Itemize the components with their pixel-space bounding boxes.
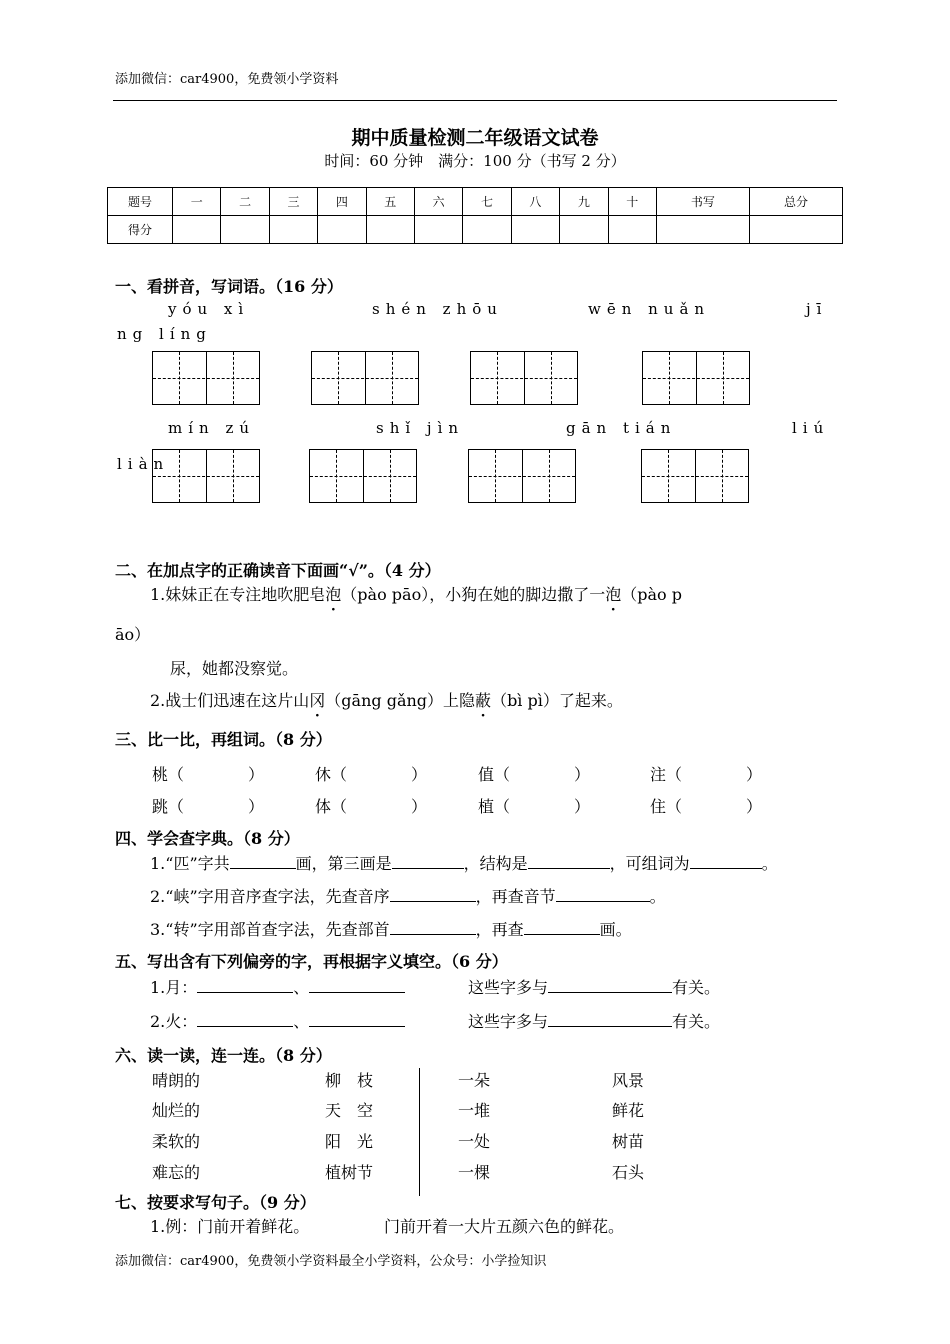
writing-grid[interactable]: [641, 449, 749, 503]
section-2-heading: 二、在加点字的正确读音下面画“√”。（4 分）: [115, 561, 441, 580]
column-divider: [419, 1068, 420, 1196]
score-cell: 七: [463, 188, 511, 216]
answer-blank[interactable]: [548, 976, 672, 993]
dotted-char: 泡: [605, 585, 622, 604]
compare-item[interactable]: 桃（ ）: [152, 765, 265, 784]
question-5-2-tail: 这些字多与 有关。: [468, 1012, 721, 1031]
pinyin: wēn nuǎn: [588, 300, 711, 318]
score-table-header-row: [108, 188, 843, 216]
score-table: [107, 187, 843, 244]
question-2-1: 1.妹妹正在专注地吹肥皂泡（pào pāo），小狗在她的脚边撒了一泡（pào p: [150, 585, 682, 604]
score-input-cell[interactable]: [608, 216, 656, 244]
dotted-char: 蔽: [475, 691, 492, 710]
question-5-1-tail: 这些字多与 有关。: [468, 978, 721, 997]
dotted-char: 泡: [325, 585, 342, 604]
footer-note: 添加微信：car4900，免费领小学资料最全小学资料，公众号：小学捡知识: [115, 1254, 547, 1269]
pinyin: liàn: [117, 455, 170, 473]
question-4-2: 2.“峡”字用音序查字法，先查音序 ，再查音节 。: [150, 887, 666, 906]
example-sentence: 1.例：门前开着鲜花。: [150, 1217, 310, 1236]
compare-item[interactable]: 体（ ）: [315, 797, 428, 816]
score-input-cell[interactable]: [749, 216, 842, 244]
score-input-cell[interactable]: [269, 216, 317, 244]
score-cell: 三: [269, 188, 317, 216]
match-left-word[interactable]: 灿烂的: [152, 1101, 201, 1120]
question-4-3: 3.“转”字用部首查字法，先查部首 ，再查 画。: [150, 920, 632, 939]
compare-item[interactable]: 注（ ）: [650, 765, 763, 784]
question-2-1-wrap: āo）: [115, 625, 151, 644]
example-answer: 门前开着一大片五颜六色的鲜花。: [384, 1217, 625, 1236]
answer-blank[interactable]: [548, 1010, 672, 1027]
match-left-word[interactable]: 一朵: [458, 1071, 491, 1090]
match-right-word[interactable]: 植树节: [325, 1163, 374, 1182]
score-table-score-row: [108, 216, 843, 244]
match-right-word[interactable]: 阳 光: [325, 1132, 374, 1151]
compare-item[interactable]: 住（ ）: [650, 797, 763, 816]
score-input-cell[interactable]: [511, 216, 559, 244]
match-right-word[interactable]: 柳 枝: [325, 1071, 374, 1090]
answer-blank[interactable]: [392, 852, 464, 869]
pinyin: jī: [806, 300, 828, 318]
answer-blank[interactable]: [390, 918, 476, 935]
section-3-heading: 三、比一比，再组词。（8 分）: [115, 730, 332, 749]
writing-grid[interactable]: [309, 449, 417, 503]
writing-grid[interactable]: [468, 449, 576, 503]
score-cell: 八: [511, 188, 559, 216]
compare-item[interactable]: 休（ ）: [315, 765, 428, 784]
score-cell: 四: [318, 188, 366, 216]
answer-blank[interactable]: [528, 852, 610, 869]
compare-item[interactable]: 植（ ）: [478, 797, 591, 816]
match-left-word[interactable]: 一棵: [458, 1163, 491, 1182]
match-left-word[interactable]: 难忘的: [152, 1163, 201, 1182]
answer-blank[interactable]: [524, 918, 600, 935]
match-right-word[interactable]: 天 空: [325, 1101, 374, 1120]
compare-item[interactable]: 跳（ ）: [152, 797, 265, 816]
match-right-word[interactable]: 风景: [612, 1071, 645, 1090]
score-cell: 二: [221, 188, 269, 216]
score-input-cell[interactable]: [560, 216, 608, 244]
score-cell: 题号: [108, 188, 173, 216]
score-input-cell[interactable]: [414, 216, 462, 244]
pinyin: mín zú: [168, 419, 256, 437]
section-5-heading: 五、写出含有下列偏旁的字，再根据字义填空。（6 分）: [115, 952, 508, 971]
score-cell: 九: [560, 188, 608, 216]
writing-grid[interactable]: [642, 351, 750, 405]
match-left-word[interactable]: 晴朗的: [152, 1071, 201, 1090]
score-cell: 六: [414, 188, 462, 216]
answer-blank[interactable]: [309, 976, 405, 993]
match-left-word[interactable]: 柔软的: [152, 1132, 201, 1151]
score-cell: 十: [608, 188, 656, 216]
compare-item[interactable]: 值（ ）: [478, 765, 591, 784]
section-1-heading: 一、看拼音，写词语。（16 分）: [115, 277, 343, 296]
match-right-word[interactable]: 树苗: [612, 1132, 645, 1151]
answer-blank[interactable]: [690, 852, 762, 869]
pinyin: yóu xì: [168, 300, 250, 318]
score-row-label: 得分: [108, 216, 173, 244]
score-cell: 总分: [749, 188, 842, 216]
score-input-cell[interactable]: [463, 216, 511, 244]
score-input-cell[interactable]: [221, 216, 269, 244]
pinyin: shén zhōu: [372, 300, 503, 318]
question-5-2: 2.火： 、: [150, 1009, 405, 1032]
section-6-heading: 六、读一读，连一连。（8 分）: [115, 1046, 332, 1065]
question-4-1: 1.“匹”字共 画，第三画是 ，结构是 ，可组词为 。: [150, 854, 778, 873]
pinyin: liú: [792, 419, 830, 437]
question-2-2: 2.战士们迅速在这片山冈（gāng gǎng）上隐蔽（bì pì）了起来。: [150, 691, 623, 710]
score-cell: 一: [173, 188, 221, 216]
answer-blank[interactable]: [197, 1010, 293, 1027]
answer-blank[interactable]: [309, 1010, 405, 1027]
dotted-char: 冈: [309, 691, 326, 710]
writing-grid[interactable]: [311, 351, 419, 405]
header-note: 添加微信：car4900，免费领小学资料: [115, 72, 339, 87]
exam-title: 期中质量检测二年级语文试卷: [351, 127, 599, 149]
score-input-cell[interactable]: [366, 216, 414, 244]
answer-blank[interactable]: [390, 885, 476, 902]
writing-grid[interactable]: [152, 351, 260, 405]
score-input-cell[interactable]: [318, 216, 366, 244]
match-left-word[interactable]: 一处: [458, 1132, 491, 1151]
question-5-1: 1.月： 、: [150, 975, 405, 998]
pinyin: ng líng: [117, 325, 212, 343]
answer-blank[interactable]: [197, 976, 293, 993]
question-2-1-cont: 尿，她都没察觉。: [170, 659, 299, 678]
exam-subtitle: 时间：60 分钟 满分：100 分（书写 2 分）: [324, 152, 626, 170]
match-right-word[interactable]: 石头: [612, 1163, 645, 1182]
score-input-cell[interactable]: [656, 216, 749, 244]
section-7-heading: 七、按要求写句子。（9 分）: [115, 1193, 316, 1212]
writing-grid[interactable]: [152, 449, 260, 503]
answer-blank[interactable]: [230, 852, 296, 869]
header-divider: [113, 100, 837, 101]
score-input-cell[interactable]: [173, 216, 221, 244]
score-cell: 五: [366, 188, 414, 216]
pinyin: shǐ jìn: [376, 419, 465, 437]
match-right-word[interactable]: 鲜花: [612, 1101, 645, 1120]
pinyin: gān tián: [566, 419, 677, 437]
match-left-word[interactable]: 一堆: [458, 1101, 491, 1120]
section-4-heading: 四、学会查字典。（8 分）: [115, 829, 300, 848]
answer-blank[interactable]: [556, 885, 650, 902]
writing-grid[interactable]: [470, 351, 578, 405]
score-cell: 书写: [656, 188, 749, 216]
